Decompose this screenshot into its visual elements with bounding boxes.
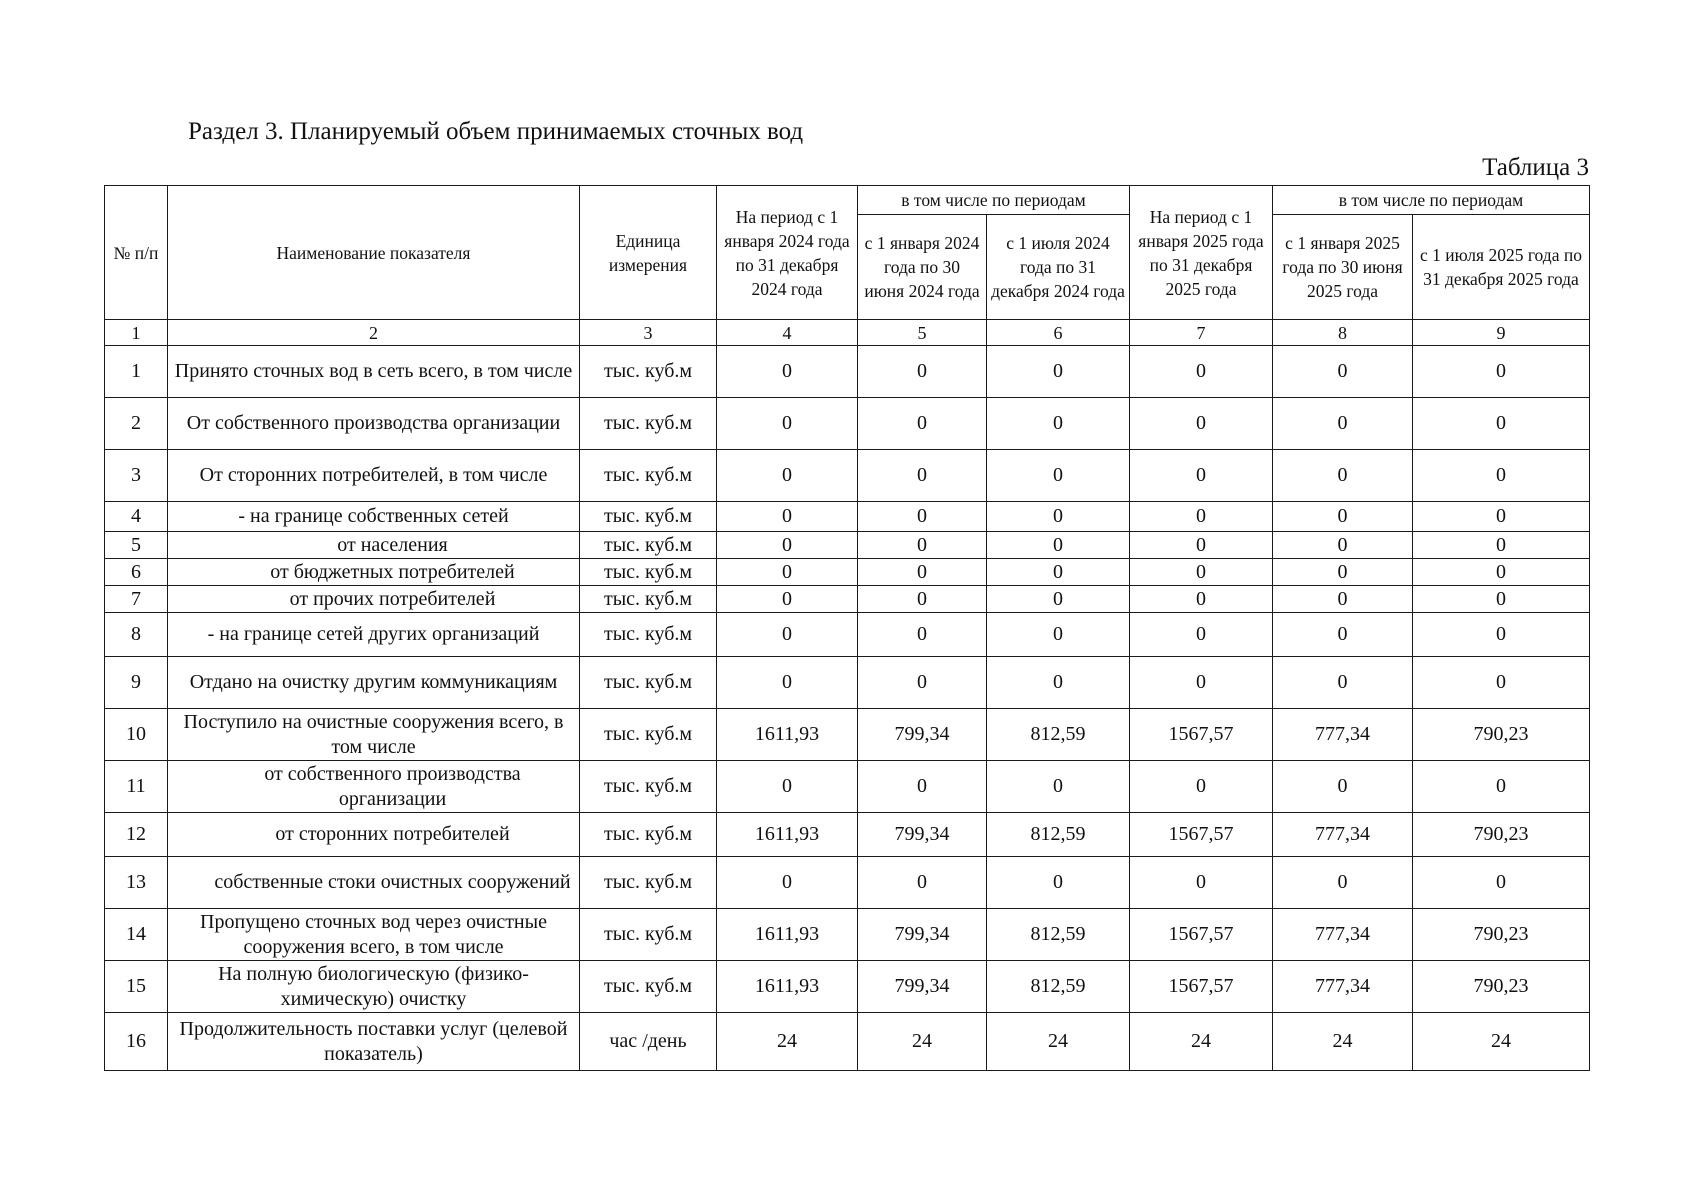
value-cell: 24 (858, 1013, 987, 1071)
value-cell: 0 (858, 346, 987, 398)
value-cell: 0 (717, 657, 858, 709)
indicator-name: Принято сточных вод в сеть всего, в том числе (168, 346, 580, 398)
indicator-name: - на границе сетей других организаций (168, 613, 580, 657)
value-cell: 24 (717, 1013, 858, 1071)
header-unit: Единица измерения (580, 186, 717, 320)
table-row (105, 709, 1590, 761)
table-label: Таблица 3 (1482, 154, 1589, 181)
value-cell: 0 (987, 613, 1130, 657)
value-cell: 0 (717, 502, 858, 532)
row-number: 9 (105, 657, 168, 709)
value-cell: 0 (1130, 613, 1273, 657)
section-title: Раздел 3. Планируемый объем принимаемых сточных вод (188, 118, 804, 145)
col-number: 2 (168, 320, 580, 346)
value-cell: 0 (1273, 502, 1413, 532)
value-cell: 1567,57 (1130, 813, 1273, 857)
col-number: 3 (580, 320, 717, 346)
value-cell: 0 (1273, 559, 1413, 586)
indicator-name: собственные стоки очистных сооружений (168, 857, 580, 909)
value-cell: 790,23 (1413, 709, 1590, 761)
unit-cell: тыс. куб.м (580, 398, 717, 450)
col-number: 9 (1413, 320, 1590, 346)
value-cell: 0 (1273, 613, 1413, 657)
value-cell: 0 (987, 586, 1130, 613)
table-row (105, 657, 1590, 709)
table-row (105, 961, 1590, 1013)
row-number: 11 (105, 761, 168, 813)
value-cell: 0 (1413, 761, 1590, 813)
unit-cell: тыс. куб.м (580, 761, 717, 813)
value-cell: 0 (1413, 502, 1590, 532)
value-cell: 0 (717, 346, 858, 398)
value-cell: 1611,93 (717, 909, 858, 961)
value-cell: 0 (1273, 857, 1413, 909)
value-cell: 1611,93 (717, 813, 858, 857)
value-cell: 777,34 (1273, 909, 1413, 961)
value-cell: 0 (987, 346, 1130, 398)
value-cell: 1611,93 (717, 961, 858, 1013)
value-cell: 0 (1413, 532, 1590, 559)
value-cell: 0 (858, 450, 987, 502)
row-number: 16 (105, 1013, 168, 1071)
table-row (105, 586, 1590, 613)
value-cell: 1567,57 (1130, 909, 1273, 961)
header-h1-2025: с 1 января 2025 года по 30 июня 2025 года (1273, 215, 1413, 320)
value-cell: 1611,93 (717, 709, 858, 761)
indicator-name: от сторонних потребителей (168, 813, 580, 857)
value-cell: 799,34 (858, 961, 987, 1013)
unit-cell: тыс. куб.м (580, 450, 717, 502)
value-cell: 0 (1413, 346, 1590, 398)
value-cell: 799,34 (858, 813, 987, 857)
indicator-name: от прочих потребителей (168, 586, 580, 613)
value-cell: 0 (1273, 346, 1413, 398)
unit-cell: тыс. куб.м (580, 813, 717, 857)
header-h2-2025: с 1 июля 2025 года по 31 декабря 2025 года (1413, 215, 1590, 320)
value-cell: 790,23 (1413, 909, 1590, 961)
indicator-name: Пропущено сточных вод через очистные сооружения всего, в том числе (168, 909, 580, 961)
value-cell: 0 (717, 586, 858, 613)
unit-cell: тыс. куб.м (580, 657, 717, 709)
col-number: 7 (1130, 320, 1273, 346)
value-cell: 0 (1273, 398, 1413, 450)
value-cell: 0 (1130, 532, 1273, 559)
value-cell: 0 (1413, 657, 1590, 709)
value-cell: 0 (1130, 398, 1273, 450)
value-cell: 812,59 (987, 961, 1130, 1013)
value-cell: 812,59 (987, 909, 1130, 961)
row-number: 4 (105, 502, 168, 532)
value-cell: 0 (717, 398, 858, 450)
value-cell: 24 (1130, 1013, 1273, 1071)
row-number: 6 (105, 559, 168, 586)
header-sub-2024: в том числе по периодам (858, 186, 1130, 215)
value-cell: 0 (1273, 450, 1413, 502)
value-cell: 0 (717, 532, 858, 559)
table-row (105, 398, 1590, 450)
header-name: Наименование показателя (168, 186, 580, 320)
value-cell: 0 (1413, 613, 1590, 657)
value-cell: 0 (858, 857, 987, 909)
value-cell: 0 (1413, 398, 1590, 450)
table-row (105, 613, 1590, 657)
indicator-name: Продолжительность поставки услуг (целевой показатель) (168, 1013, 580, 1071)
value-cell: 0 (987, 398, 1130, 450)
value-cell: 0 (717, 857, 858, 909)
value-cell: 812,59 (987, 813, 1130, 857)
value-cell: 0 (1130, 559, 1273, 586)
indicator-name: От собственного производства организации (168, 398, 580, 450)
value-cell: 0 (1273, 586, 1413, 613)
unit-cell: тыс. куб.м (580, 709, 717, 761)
row-number: 1 (105, 346, 168, 398)
indicator-name: от населения (168, 532, 580, 559)
value-cell: 0 (1130, 346, 1273, 398)
header-h1-2024: с 1 января 2024 года по 30 июня 2024 года (858, 215, 987, 320)
value-cell: 0 (717, 450, 858, 502)
value-cell: 0 (717, 761, 858, 813)
table-row (105, 559, 1590, 586)
value-cell: 0 (987, 857, 1130, 909)
unit-cell: тыс. куб.м (580, 346, 717, 398)
value-cell: 0 (717, 613, 858, 657)
col-number: 1 (105, 320, 168, 346)
table-row (105, 1013, 1590, 1071)
header-num: № п/п (105, 186, 168, 320)
value-cell: 0 (858, 613, 987, 657)
value-cell: 0 (858, 559, 987, 586)
value-cell: 0 (858, 586, 987, 613)
value-cell: 0 (987, 657, 1130, 709)
value-cell: 0 (987, 502, 1130, 532)
table-row (105, 502, 1590, 532)
value-cell: 777,34 (1273, 813, 1413, 857)
value-cell: 0 (1130, 450, 1273, 502)
table-row (105, 813, 1590, 857)
value-cell: 777,34 (1273, 961, 1413, 1013)
unit-cell: час /день (580, 1013, 717, 1071)
value-cell: 0 (1130, 857, 1273, 909)
value-cell: 0 (1273, 761, 1413, 813)
value-cell: 0 (858, 398, 987, 450)
col-number: 6 (987, 320, 1130, 346)
col-number: 4 (717, 320, 858, 346)
indicator-name: от бюджетных потребителей (168, 559, 580, 586)
row-number: 2 (105, 398, 168, 450)
value-cell: 0 (987, 450, 1130, 502)
value-cell: 0 (987, 761, 1130, 813)
unit-cell: тыс. куб.м (580, 532, 717, 559)
value-cell: 0 (858, 657, 987, 709)
col-number: 8 (1273, 320, 1413, 346)
value-cell: 799,34 (858, 909, 987, 961)
header-period-2024: На период с 1 января 2024 года по 31 декабря 2024 года (717, 186, 858, 320)
value-cell: 24 (1413, 1013, 1590, 1071)
value-cell: 0 (858, 532, 987, 559)
table-row (105, 450, 1590, 502)
table-row (105, 532, 1590, 559)
unit-cell: тыс. куб.м (580, 559, 717, 586)
indicator-name: Отдано на очистку другим коммуникациям (168, 657, 580, 709)
unit-cell: тыс. куб.м (580, 502, 717, 532)
value-cell: 0 (858, 761, 987, 813)
unit-cell: тыс. куб.м (580, 613, 717, 657)
value-cell: 0 (1130, 657, 1273, 709)
indicator-name: - на границе собственных сетей (168, 502, 580, 532)
value-cell: 0 (1413, 559, 1590, 586)
value-cell: 0 (1130, 761, 1273, 813)
row-number: 10 (105, 709, 168, 761)
value-cell: 0 (1273, 532, 1413, 559)
row-number: 3 (105, 450, 168, 502)
unit-cell: тыс. куб.м (580, 586, 717, 613)
value-cell: 0 (987, 532, 1130, 559)
value-cell: 799,34 (858, 709, 987, 761)
row-number: 8 (105, 613, 168, 657)
indicator-name: От сторонних потребителей, в том числе (168, 450, 580, 502)
indicator-name: На полную биологическую (физико-химическую) очистку (168, 961, 580, 1013)
value-cell: 790,23 (1413, 961, 1590, 1013)
value-cell: 777,34 (1273, 709, 1413, 761)
column-number-row (105, 320, 1590, 346)
value-cell: 790,23 (1413, 813, 1590, 857)
value-cell: 0 (858, 502, 987, 532)
unit-cell: тыс. куб.м (580, 857, 717, 909)
value-cell: 24 (987, 1013, 1130, 1071)
row-number: 15 (105, 961, 168, 1013)
value-cell: 0 (987, 559, 1130, 586)
indicator-name: Поступило на очистные сооружения всего, в том числе (168, 709, 580, 761)
header-period-2025: На период с 1 января 2025 года по 31 декабря 2025 года (1130, 186, 1273, 320)
col-number: 5 (858, 320, 987, 346)
value-cell: 1567,57 (1130, 709, 1273, 761)
value-cell: 1567,57 (1130, 961, 1273, 1013)
row-number: 14 (105, 909, 168, 961)
value-cell: 24 (1273, 1013, 1413, 1071)
table-row (105, 857, 1590, 909)
table-row (105, 909, 1590, 961)
unit-cell: тыс. куб.м (580, 909, 717, 961)
value-cell: 0 (1413, 857, 1590, 909)
value-cell: 0 (1413, 450, 1590, 502)
row-number: 5 (105, 532, 168, 559)
row-number: 7 (105, 586, 168, 613)
table-row (105, 346, 1590, 398)
value-cell: 0 (1273, 657, 1413, 709)
value-cell: 0 (717, 559, 858, 586)
value-cell: 812,59 (987, 709, 1130, 761)
header-h2-2024: с 1 июля 2024 года по 31 декабря 2024 года (987, 215, 1130, 320)
row-number: 12 (105, 813, 168, 857)
row-number: 13 (105, 857, 168, 909)
header-sub-2025: в том числе по периодам (1273, 186, 1590, 215)
table-row (105, 761, 1590, 813)
wastewater-table (104, 185, 1590, 1071)
value-cell: 0 (1130, 586, 1273, 613)
value-cell: 0 (1413, 586, 1590, 613)
unit-cell: тыс. куб.м (580, 961, 717, 1013)
value-cell: 0 (1130, 502, 1273, 532)
indicator-name: от собственного производства организации (168, 761, 580, 813)
